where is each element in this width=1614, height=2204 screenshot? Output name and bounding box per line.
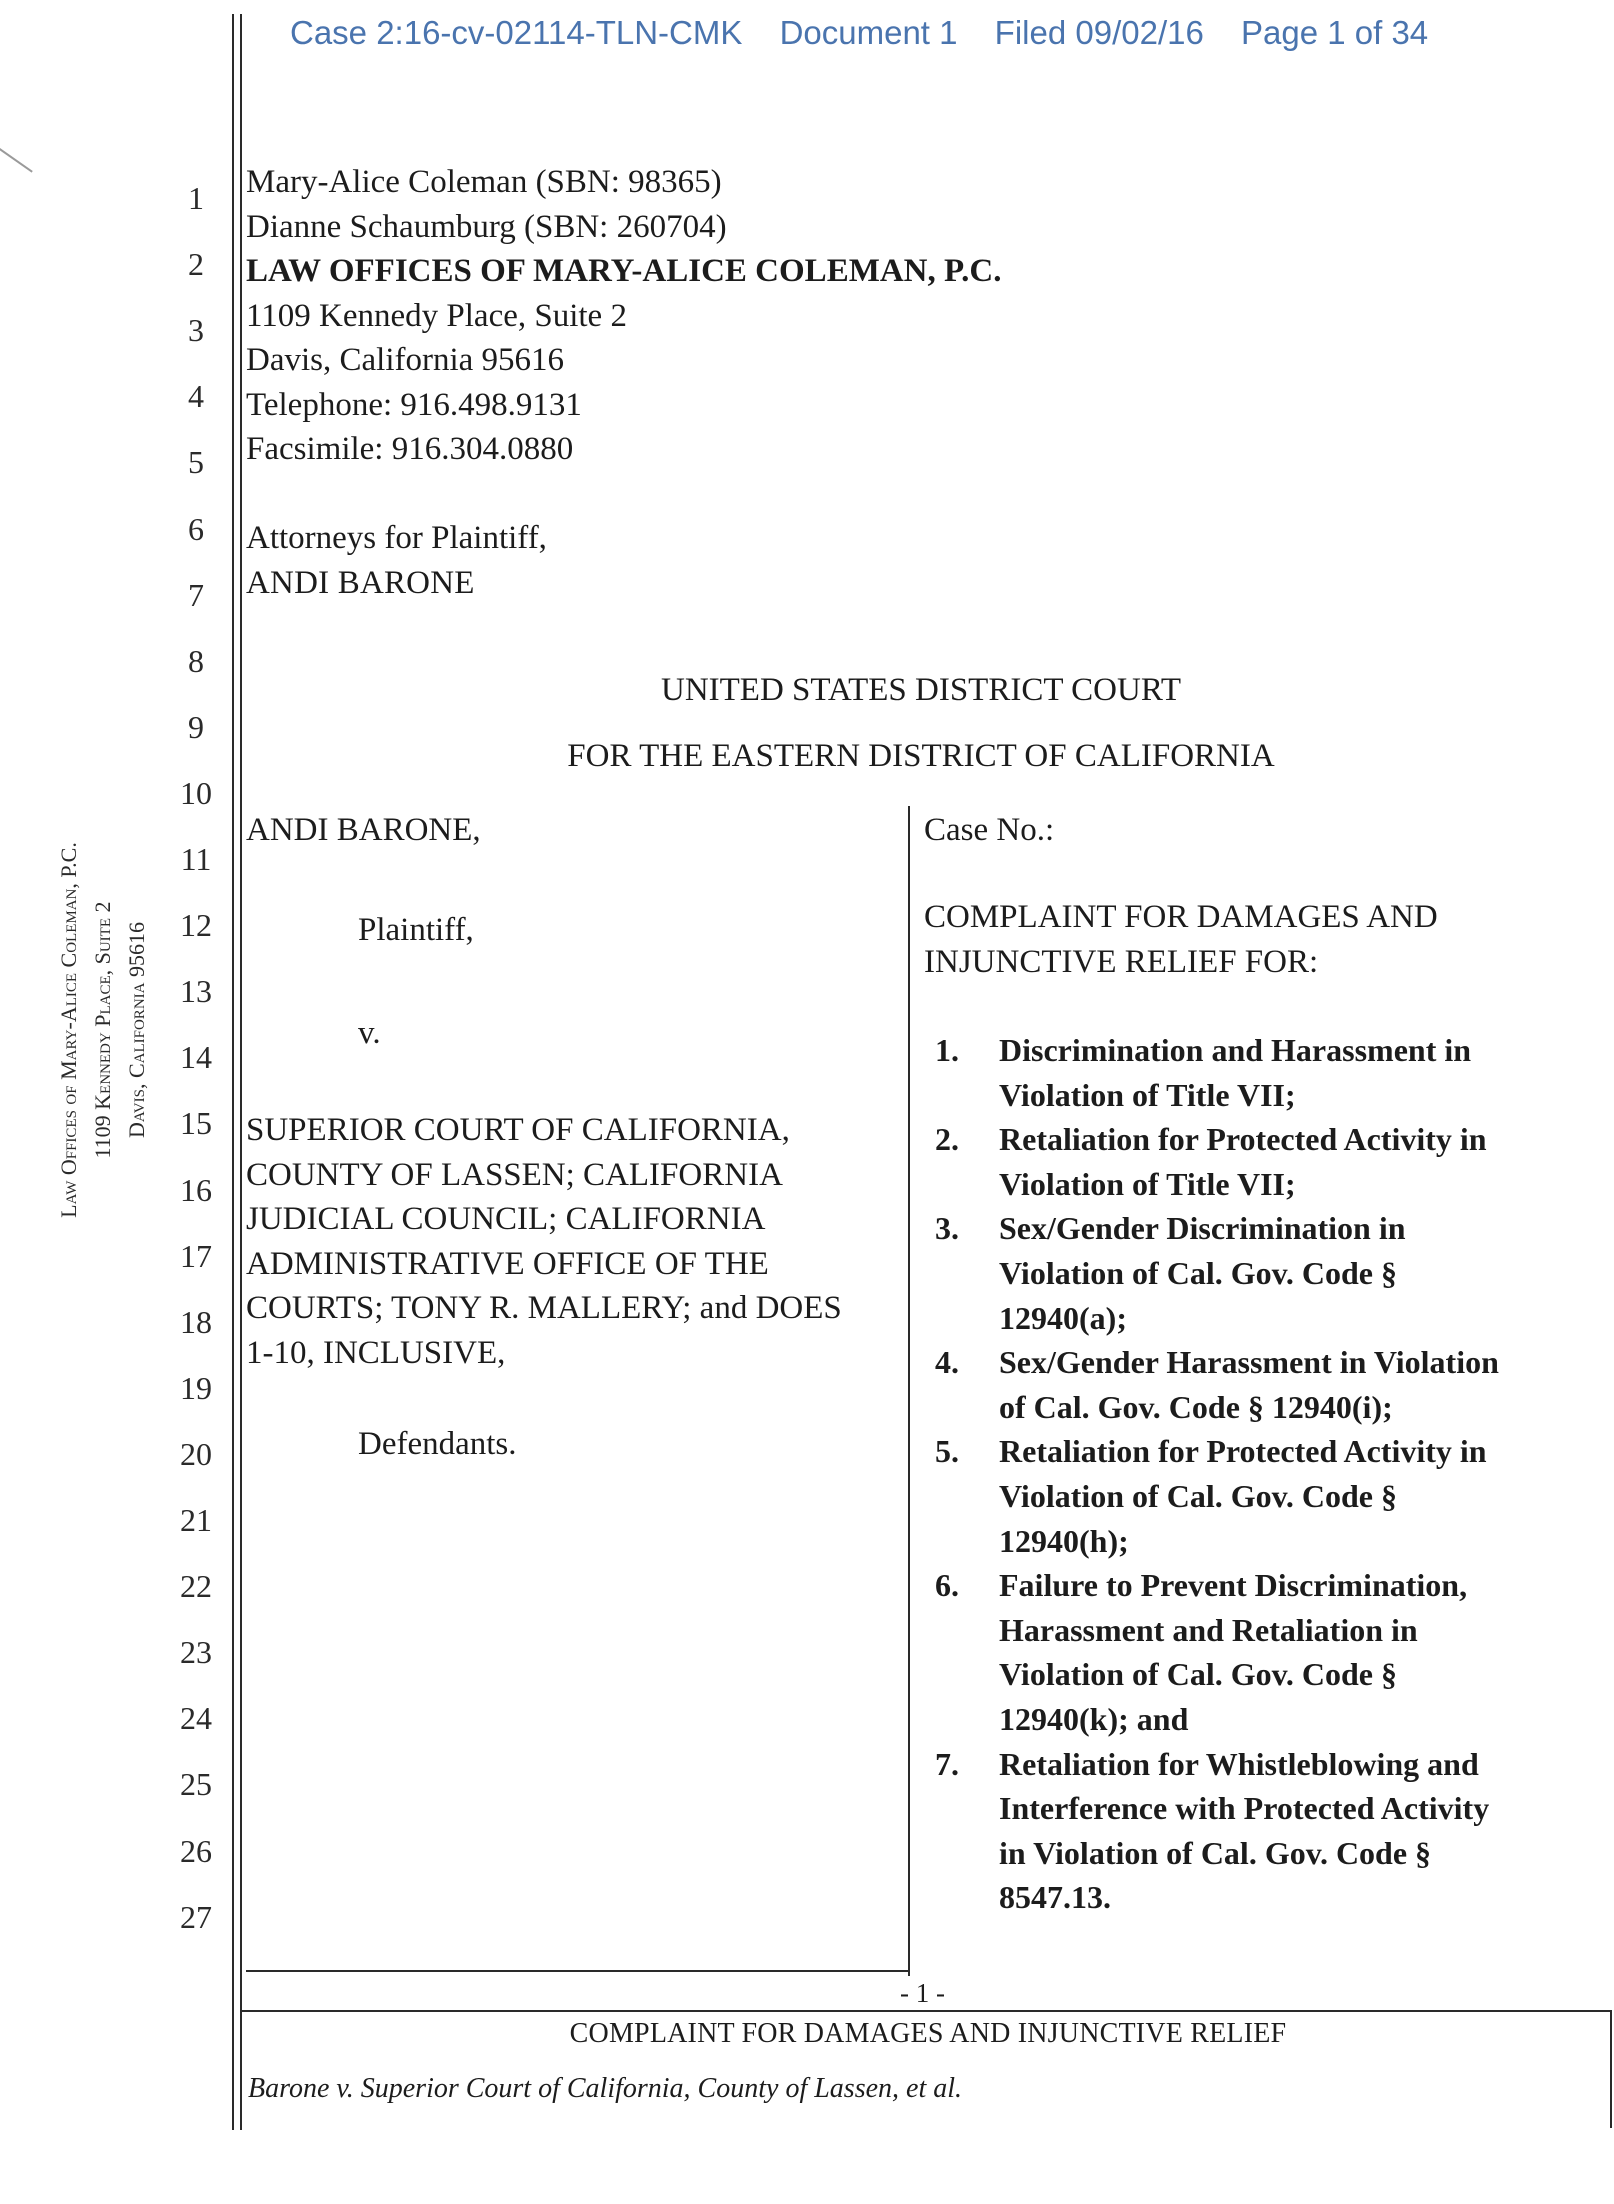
claim-text-line: in Violation of Cal. Gov. Code § (999, 1834, 1432, 1871)
court-district: FOR THE EASTERN DISTRICT OF CALIFORNIA (567, 738, 1275, 774)
firm-address-2: Davis, California 95616 (246, 342, 565, 378)
line-number: 9 (188, 708, 204, 745)
complaint-title-line-2: INJUNCTIVE RELIEF FOR: (924, 944, 1319, 980)
firm-telephone: Telephone: 916.498.9131 (246, 387, 582, 423)
defendant-line: 1-10, INCLUSIVE, (246, 1335, 506, 1371)
claim-text-line: 8547.13. (999, 1879, 1111, 1916)
client-name: ANDI BARONE (246, 565, 475, 601)
claim-item (935, 1742, 1575, 1920)
margin-rule-left-outer (232, 14, 234, 2130)
line-number: 24 (180, 1700, 212, 1737)
line-number: 19 (180, 1369, 212, 1406)
claim-item (935, 1206, 1575, 1340)
line-number: 11 (180, 841, 212, 877)
footer-title: COMPLAINT FOR DAMAGES AND INJUNCTIVE RELIEF (569, 2018, 1287, 2049)
firm-address-1: 1109 Kennedy Place, Suite 2 (246, 298, 627, 334)
claim-text-line: Violation of Title VII; (999, 1165, 1296, 1202)
claim-number: 3. (935, 1210, 959, 1247)
line-number: 17 (180, 1237, 212, 1274)
caption-defendant-role: Defendants. (358, 1426, 517, 1462)
margin-rule-left-inner (240, 14, 242, 2130)
claim-number: 6. (935, 1567, 959, 1604)
line-number: 2 (188, 246, 204, 283)
claim-text-line: Violation of Title VII; (999, 1076, 1296, 1113)
claim-item (935, 1028, 1575, 1117)
line-number: 26 (180, 1832, 212, 1869)
line-number: 25 (180, 1766, 212, 1803)
line-number: 21 (180, 1502, 212, 1538)
court-name: UNITED STATES DISTRICT COURT (660, 672, 1182, 708)
attorney-name-2: Dianne Schaumburg (SBN: 260704) (246, 209, 727, 245)
case-number-label: Case No.: (924, 812, 1055, 848)
line-number: 6 (188, 510, 204, 547)
claim-number: 2. (935, 1121, 959, 1158)
firm-facsimile: Facsimile: 916.304.0880 (246, 431, 574, 467)
claim-number: 1. (935, 1032, 959, 1068)
line-number: 27 (180, 1898, 212, 1935)
footer-rule (240, 2010, 1612, 2012)
line-number: 20 (180, 1435, 212, 1472)
sidebar-address: 1109 Kennedy Place, Suite 2 (90, 901, 115, 1159)
claim-number: 4. (935, 1344, 959, 1381)
claim-text-line: Retaliation for Whistleblowing and (999, 1745, 1479, 1782)
line-number: 7 (188, 576, 204, 613)
line-number: 8 (188, 642, 204, 679)
header-page: Page 1 of 34 (1241, 14, 1429, 51)
page-number: - 1 - (900, 1978, 945, 2008)
claim-item (935, 1563, 1575, 1741)
claim-item (935, 1340, 1575, 1429)
claim-text-line: of Cal. Gov. Code § 12940(i); (999, 1388, 1393, 1425)
claim-text-line: Violation of Cal. Gov. Code § (999, 1254, 1397, 1291)
claim-text-line: 12940(a); (999, 1299, 1127, 1336)
line-number: 3 (188, 312, 204, 349)
claim-text-line: Sex/Gender Harassment in Violation (999, 1344, 1499, 1381)
document-header (290, 14, 1456, 52)
claim-text-line: 12940(k); and (999, 1700, 1189, 1737)
claim-text-line: Violation of Cal. Gov. Code § (999, 1656, 1397, 1693)
line-number: 15 (180, 1105, 212, 1142)
claim-item (935, 1117, 1575, 1206)
line-number: 14 (180, 1039, 212, 1076)
complaint-title-line-1: COMPLAINT FOR DAMAGES AND (924, 899, 1438, 935)
claim-number: 5. (935, 1433, 959, 1470)
attorneys-for: Attorneys for Plaintiff, (246, 520, 547, 556)
line-number: 10 (180, 774, 212, 811)
claim-text-line: Retaliation for Protected Activity in (999, 1433, 1487, 1470)
sidebar-city: Davis, California 95616 (124, 922, 149, 1138)
header-document: Document 1 (779, 14, 958, 51)
claim-text-line: Discrimination and Harassment in (999, 1032, 1472, 1068)
line-number: 18 (180, 1303, 212, 1340)
header-filed-date: Filed 09/02/16 (994, 14, 1204, 51)
claim-item (935, 1429, 1575, 1563)
claim-text-line: 12940(h); (999, 1522, 1129, 1559)
claim-text-line: Sex/Gender Discrimination in (999, 1210, 1406, 1247)
defendant-line: ADMINISTRATIVE OFFICE OF THE (246, 1245, 769, 1282)
caption-bottom-rule (246, 1970, 910, 1972)
defendant-line: COURTS; TONY R. MALLERY; and DOES (246, 1290, 842, 1327)
claims-list (935, 1028, 1575, 1920)
claim-text-line: Interference with Protected Activity (999, 1790, 1490, 1827)
line-number: 13 (180, 973, 212, 1010)
claim-text-line: Harassment and Retaliation in (999, 1611, 1418, 1648)
attorney-name-1: Mary-Alice Coleman (SBN: 98365) (246, 164, 722, 200)
defendant-line: SUPERIOR COURT OF CALIFORNIA, (246, 1112, 790, 1148)
line-number: 1 (188, 180, 204, 216)
claim-text-line: Failure to Prevent Discrimination, (999, 1567, 1468, 1604)
claim-text-line: Retaliation for Protected Activity in (999, 1121, 1487, 1158)
header-case-number: Case 2:16-cv-02114-TLN-CMK (290, 14, 743, 51)
line-number: 23 (180, 1634, 212, 1671)
line-number: 12 (180, 907, 212, 944)
claim-number: 7. (935, 1745, 959, 1782)
caption-plaintiff-role: Plaintiff, (358, 912, 474, 948)
line-number: 22 (180, 1568, 212, 1605)
claim-text-line: Violation of Cal. Gov. Code § (999, 1477, 1397, 1514)
caption-versus: v. (358, 1015, 381, 1051)
line-number: 4 (188, 378, 204, 415)
law-firm-name: LAW OFFICES OF MARY-ALICE COLEMAN, P.C. (246, 253, 1002, 289)
defendant-line: COUNTY OF LASSEN; CALIFORNIA (246, 1156, 783, 1193)
caption-plaintiff: ANDI BARONE, (246, 812, 481, 848)
scan-mark (0, 148, 33, 173)
line-number: 16 (180, 1171, 212, 1208)
defendant-line: JUDICIAL COUNCIL; CALIFORNIA (246, 1201, 766, 1238)
footer-citation: Barone v. Superior Court of California, County of Lassen, et al. (248, 2073, 962, 2104)
caption-divider (908, 806, 910, 1976)
firm-sidebar (52, 740, 172, 1320)
sidebar-firm: Law Offices of Mary-Alice Coleman, P.C. (56, 842, 81, 1218)
line-number: 5 (188, 444, 204, 481)
